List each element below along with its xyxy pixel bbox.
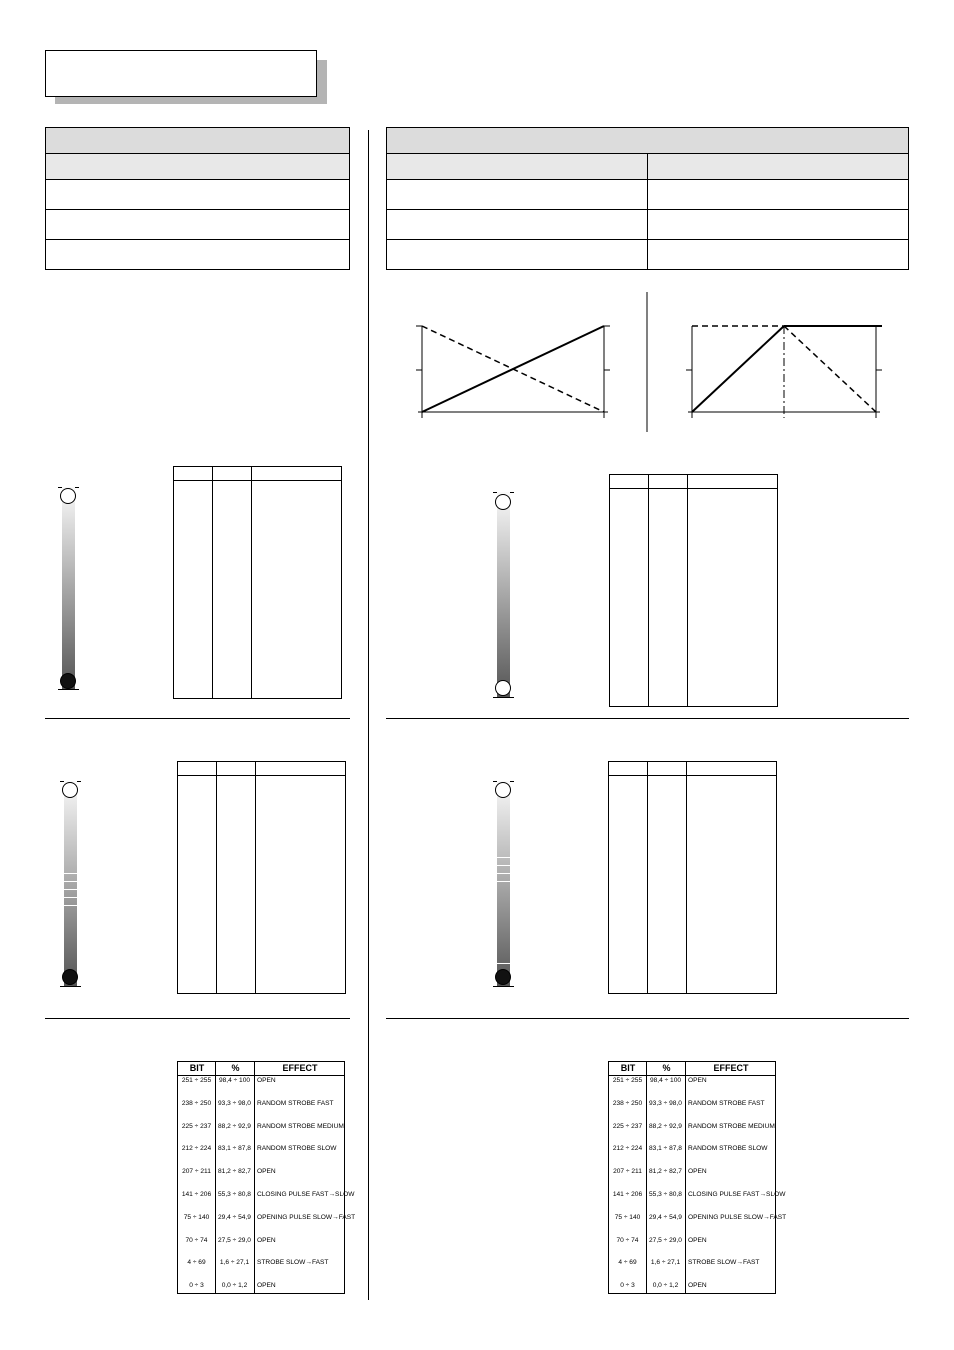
effect-label: OPEN (257, 1236, 276, 1244)
bit-range: 225 ÷ 237 (181, 1122, 212, 1130)
title-box (45, 50, 317, 97)
channel-table-header (610, 475, 777, 489)
right-spec-subheader (648, 154, 909, 180)
percent-range: 0,0 ÷ 1,2 (221, 1282, 248, 1290)
effect-label: OPENING PULSE SLOW→FAST (257, 1213, 356, 1221)
effect-row (609, 1093, 775, 1116)
effect-label: OPEN (257, 1282, 276, 1290)
column-divider (251, 467, 252, 698)
percent-range: 88,2 ÷ 92,9 (649, 1122, 682, 1130)
fader-cap (493, 697, 514, 698)
effect-label: OPEN (688, 1077, 707, 1084)
fader-step-mark (64, 873, 77, 874)
left-spec-row (46, 180, 350, 210)
channel-table-header (178, 762, 345, 776)
fader-cap (58, 689, 79, 690)
bit-range: 75 ÷ 140 (183, 1213, 210, 1221)
bit-range: 70 ÷ 74 (185, 1236, 208, 1244)
left-spec-table (45, 127, 350, 270)
effect-row (609, 1116, 775, 1139)
effect-label: OPEN (257, 1168, 276, 1176)
right-spec-table (386, 127, 909, 270)
left-spec-subheader (46, 154, 350, 180)
fader-knob-white (62, 782, 78, 798)
fader-track (64, 781, 77, 986)
channel-table-right-top (609, 474, 778, 707)
effect-label: RANDOM STROBE FAST (257, 1099, 334, 1107)
fader-knob-black (62, 969, 78, 985)
effect-row (609, 1207, 787, 1230)
fader-knob-white (495, 680, 511, 696)
percent-range: 27,5 ÷ 29,0 (218, 1236, 251, 1244)
channel-table-right-middle (608, 761, 777, 994)
fader-step-mark (497, 857, 510, 858)
percent-range: 83,1 ÷ 87,8 (649, 1145, 682, 1153)
header-percent: % (231, 1063, 240, 1073)
fader-knob-black (60, 673, 76, 689)
fader-cap (493, 986, 514, 987)
fader-step-mark (64, 881, 77, 882)
percent-range: 93,3 ÷ 98,0 (218, 1099, 251, 1107)
bit-range: 212 ÷ 224 (612, 1145, 643, 1153)
percent-range: 27,5 ÷ 29,0 (649, 1236, 682, 1244)
effect-label: STROBE SLOW→FAST (688, 1259, 760, 1267)
effect-label: OPEN (688, 1236, 707, 1244)
falling-dashed-line (784, 326, 876, 412)
ramp-diagram (686, 326, 882, 418)
left-spec-header (46, 128, 350, 154)
fader-step-mark (497, 865, 510, 866)
effect-label: RANDOM STROBE MEDIUM (257, 1122, 344, 1130)
effect-row (609, 1138, 775, 1161)
bit-range: 238 ÷ 250 (612, 1099, 643, 1107)
percent-range: 0,0 ÷ 1,2 (652, 1282, 679, 1290)
rising-line (692, 326, 784, 412)
bit-range: 4 ÷ 69 (187, 1259, 206, 1267)
effect-row (178, 1230, 344, 1253)
channel-table-left-top (173, 466, 342, 699)
right-spec-row (387, 240, 648, 270)
fader-knob-white (60, 488, 76, 504)
bit-range: 207 ÷ 211 (182, 1168, 211, 1176)
column-divider (368, 130, 369, 1300)
percent-range: 98,4 ÷ 100 (218, 1077, 251, 1084)
effect-row (178, 1207, 356, 1230)
effect-row (178, 1184, 355, 1207)
effect-label: RANDOM STROBE SLOW (257, 1145, 337, 1153)
bit-range: 4 ÷ 69 (618, 1259, 637, 1267)
bit-range: 207 ÷ 211 (613, 1168, 642, 1176)
section-separator (386, 1018, 909, 1019)
fader-track (497, 781, 510, 986)
effect-label: OPEN (257, 1077, 276, 1084)
channel-table-header (609, 762, 776, 776)
percent-range: 81,2 ÷ 82,7 (649, 1168, 682, 1176)
effect-row (178, 1161, 344, 1184)
bit-range: 70 ÷ 74 (616, 1236, 639, 1244)
percent-range: 88,2 ÷ 92,9 (218, 1122, 251, 1130)
percent-range: 93,3 ÷ 98,0 (649, 1099, 682, 1107)
effect-label: OPENING PULSE SLOW→FAST (688, 1213, 787, 1221)
bit-range: 0 ÷ 3 (620, 1282, 635, 1290)
fader-step-mark (64, 905, 77, 906)
effect-row (178, 1093, 344, 1116)
percent-range: 55,3 ÷ 80,8 (649, 1191, 682, 1198)
effect-row (178, 1138, 344, 1161)
fader-track (62, 487, 75, 689)
fader-knob-black (495, 969, 511, 985)
fader-knob-white (495, 782, 511, 798)
column-divider (648, 475, 649, 706)
right-spec-row (387, 210, 648, 240)
fader-knob-white (495, 494, 511, 510)
crossfade-diagram (416, 326, 610, 418)
effect-label: RANDOM STROBE SLOW (688, 1145, 768, 1153)
percent-range: 29,4 ÷ 54,9 (649, 1213, 682, 1221)
bit-range: 0 ÷ 3 (189, 1282, 204, 1290)
effect-row (609, 1161, 775, 1184)
bit-range: 251 ÷ 255 (181, 1077, 212, 1084)
effect-label: STROBE SLOW→FAST (257, 1259, 329, 1267)
bit-range: 141 ÷ 206 (612, 1191, 643, 1198)
section-separator (386, 718, 909, 719)
effect-row (178, 1275, 344, 1298)
effect-label: RANDOM STROBE FAST (688, 1099, 765, 1107)
effect-row (609, 1230, 775, 1253)
column-divider (255, 762, 256, 993)
left-spec-row (46, 240, 350, 270)
fader-step-mark (497, 881, 510, 882)
right-spec-subheader (387, 154, 648, 180)
fader-step-mark (497, 963, 510, 964)
percent-range: 81,2 ÷ 82,7 (218, 1168, 251, 1176)
effect-row (178, 1070, 344, 1093)
header-percent: % (662, 1063, 671, 1073)
effect-row (609, 1070, 775, 1093)
percent-range: 55,3 ÷ 80,8 (218, 1191, 251, 1198)
bit-range: 141 ÷ 206 (181, 1191, 212, 1198)
fader-step-mark (64, 897, 77, 898)
effect-label: CLOSING PULSE FAST→SLOW (257, 1191, 355, 1198)
channel-table-left-middle (177, 761, 346, 994)
column-divider (686, 762, 687, 993)
right-spec-row (648, 240, 909, 270)
fader-cap (60, 986, 81, 987)
effect-row (178, 1116, 344, 1139)
channel-table-header (174, 467, 341, 481)
bit-range: 75 ÷ 140 (614, 1213, 641, 1221)
effect-row (609, 1275, 775, 1298)
bit-range: 251 ÷ 255 (612, 1077, 643, 1084)
effect-label: CLOSING PULSE FAST→SLOW (688, 1191, 786, 1198)
header-bit: BIT (189, 1063, 205, 1073)
right-spec-row (387, 180, 648, 210)
effect-table-left (177, 1061, 356, 1294)
effect-table-right (608, 1061, 787, 1294)
fader-track (497, 492, 510, 697)
effect-row (178, 1252, 344, 1275)
dimmer-curve-diagrams (386, 290, 909, 435)
fader-step-mark (64, 889, 77, 890)
percent-range: 1,6 ÷ 27,1 (650, 1259, 681, 1267)
effect-row (609, 1184, 786, 1207)
bit-range: 212 ÷ 224 (181, 1145, 212, 1153)
bit-range: 238 ÷ 250 (181, 1099, 212, 1107)
column-divider (647, 762, 648, 993)
effect-label: OPEN (688, 1282, 707, 1290)
percent-range: 83,1 ÷ 87,8 (218, 1145, 251, 1153)
right-spec-row (648, 210, 909, 240)
header-effect: EFFECT (713, 1063, 749, 1073)
column-divider (216, 762, 217, 993)
effect-label: RANDOM STROBE MEDIUM (688, 1122, 775, 1130)
fader-step-mark (497, 873, 510, 874)
effect-row (609, 1252, 775, 1275)
header-bit: BIT (620, 1063, 636, 1073)
percent-range: 29,4 ÷ 54,9 (218, 1213, 251, 1221)
percent-range: 98,4 ÷ 100 (649, 1077, 682, 1084)
column-divider (687, 475, 688, 706)
section-separator (45, 718, 350, 719)
effect-label: OPEN (688, 1168, 707, 1176)
section-separator (45, 1018, 350, 1019)
bit-range: 225 ÷ 237 (612, 1122, 643, 1130)
right-spec-row (648, 180, 909, 210)
percent-range: 1,6 ÷ 27,1 (219, 1259, 250, 1267)
left-spec-row (46, 210, 350, 240)
right-spec-header (387, 128, 909, 154)
header-effect: EFFECT (282, 1063, 318, 1073)
column-divider (212, 467, 213, 698)
